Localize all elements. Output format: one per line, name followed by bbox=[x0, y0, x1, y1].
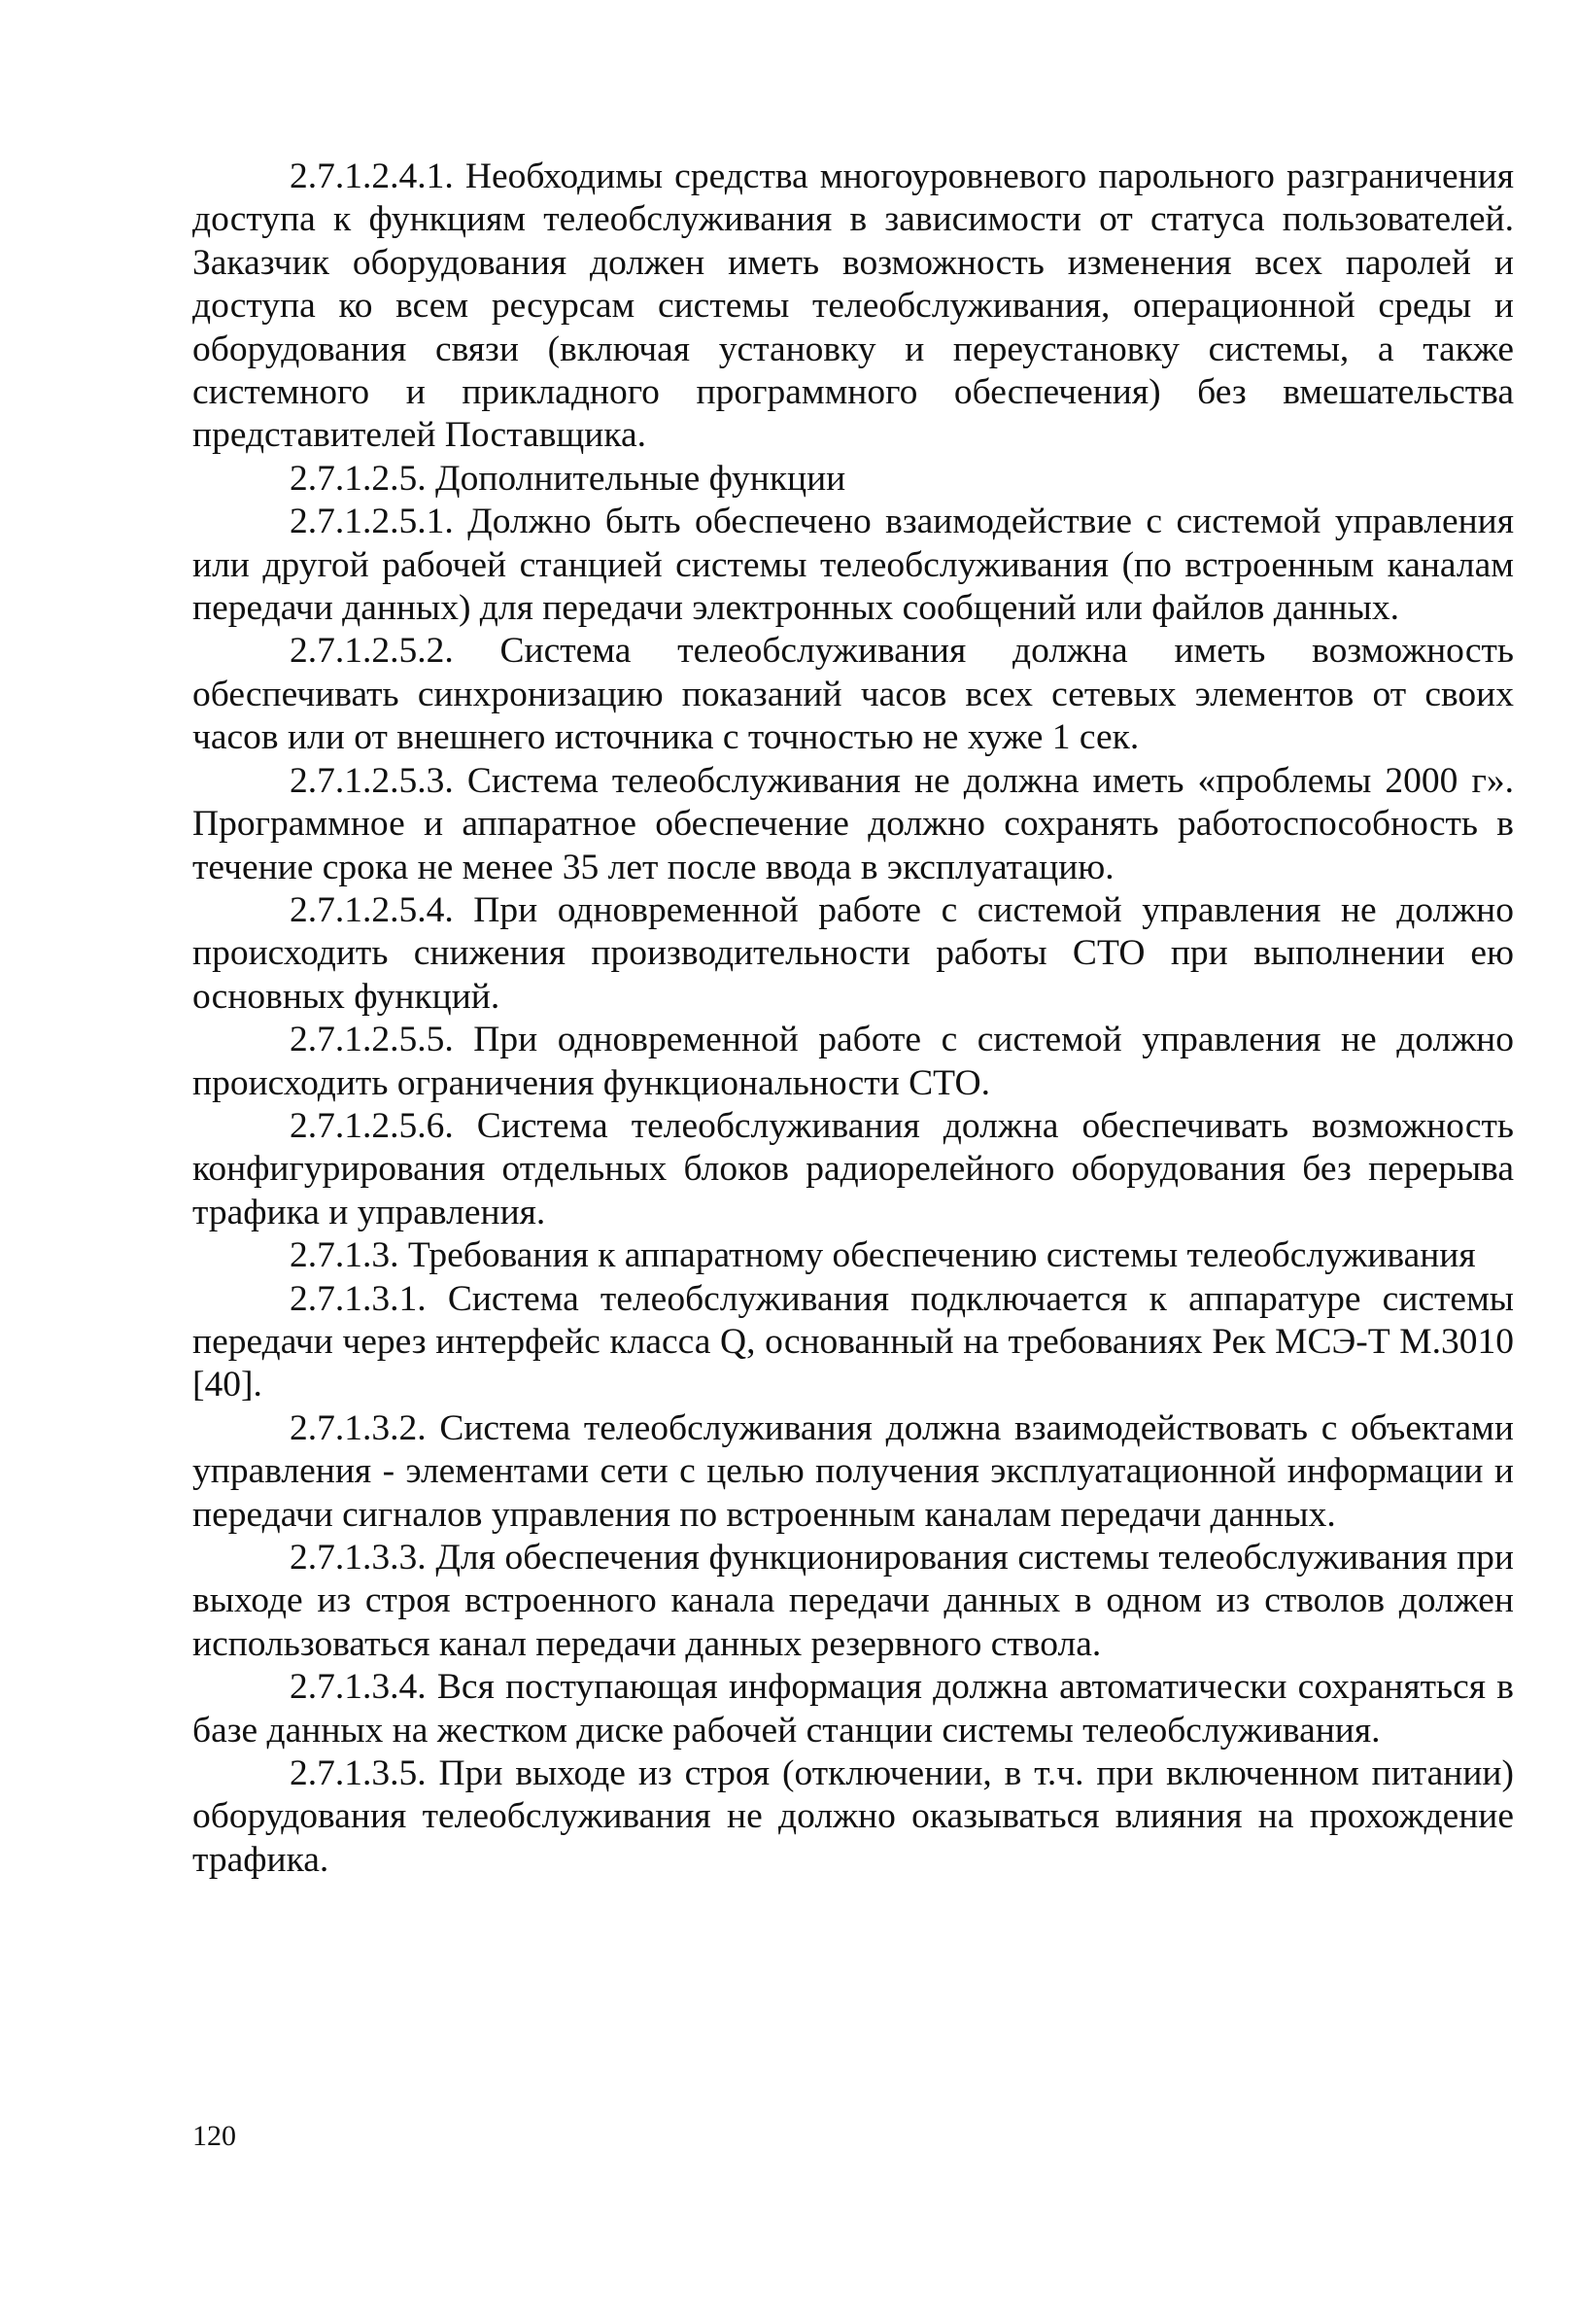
paragraph-2-7-1-2-5-2: 2.7.1.2.5.2. Система телеобслуживания должна иметь возможность обеспечивать синхронизацию показаний часов всех сетевых элементов от своих часов или от внешнего источника с точностью не хуже 1 сек. bbox=[192, 631, 1514, 758]
paragraph-2-7-1-2-5-5: 2.7.1.2.5.5. При одновременной работе с системой управления не должно происходить ограничения функциональности СТО. bbox=[192, 1020, 1514, 1103]
paragraph-2-7-1-2-5-3: 2.7.1.2.5.3. Система телеобслуживания не должна иметь «проблемы 2000 г». Программное и аппаратное обеспечение должно сохранять работоспособность в течение срока не менее 35 лет после ввода в эксплуатацию. bbox=[192, 760, 1514, 887]
paragraph-2-7-1-3-5: 2.7.1.3.5. При выходе из строя (отключении, в т.ч. при включенном питании) оборудования телеобслуживания не должно оказываться влияния на прохождение трафика. bbox=[192, 1753, 1514, 1880]
page-number: 120 bbox=[192, 2120, 236, 2152]
paragraph-2-7-1-3-1: 2.7.1.3.1. Система телеобслуживания подключается к аппаратуре системы передачи через интерфейс класса Q, основанный на требованиях Рек МСЭ-Т М.3010 [40]. bbox=[192, 1278, 1514, 1405]
paragraph-2-7-1-3-2: 2.7.1.3.2. Система телеобслуживания должна взаимодействовать с объектами управления - элементами сети с целью получения эксплуатационной информации и передачи сигналов управления по встроенным каналам передачи данных. bbox=[192, 1407, 1514, 1535]
section-heading-2-7-1-2-5: 2.7.1.2.5. Дополнительные функции bbox=[290, 458, 846, 499]
paragraph-2-7-1-3-4: 2.7.1.3.4. Вся поступающая информация должна автоматически сохраняться в базе данных на жестком диске рабочей станции системы телеобслуживания. bbox=[192, 1667, 1514, 1751]
section-heading-2-7-1-3: 2.7.1.3. Требования к аппаратному обеспечению системы телеобслуживания bbox=[290, 1235, 1476, 1276]
document-body bbox=[192, 156, 1514, 1882]
paragraph-2-7-1-2-5-1: 2.7.1.2.5.1. Должно быть обеспечено взаимодействие с системой управления или другой рабочей станцией системы телеобслуживания (по встроенным каналам передачи данных) для передачи электронных сообщений или файлов данных. bbox=[192, 502, 1514, 629]
paragraph-2-7-1-2-5-6: 2.7.1.2.5.6. Система телеобслуживания должна обеспечивать возможность конфигурирования отдельных блоков радиорелейного оборудования без перерыва трафика и управления. bbox=[192, 1105, 1514, 1232]
paragraph-2-7-1-2-4-1: 2.7.1.2.4.1. Необходимы средства многоуровневого парольного разграничения доступа к функциям телеобслуживания в зависимости от статуса пользователей. Заказчик оборудования должен иметь возможность изменения всех паролей и доступа ко всем ресурсам системы телеобслуживания, операционной среды и оборудования связи (включая установку и переустановку системы, а также системного и прикладного программного обеспечения) без вмешательства представителей Поставщика. bbox=[192, 156, 1514, 456]
paragraph-2-7-1-3-3: 2.7.1.3.3. Для обеспечения функционирования системы телеобслуживания при выходе из строя встроенного канала передачи данных в одном из стволов должен использоваться канал передачи данных резервного ствола. bbox=[192, 1538, 1514, 1664]
paragraph-2-7-1-2-5-4: 2.7.1.2.5.4. При одновременной работе с системой управления не должно происходить снижения производительности работы СТО при выполнении ею основных функций. bbox=[192, 889, 1514, 1017]
